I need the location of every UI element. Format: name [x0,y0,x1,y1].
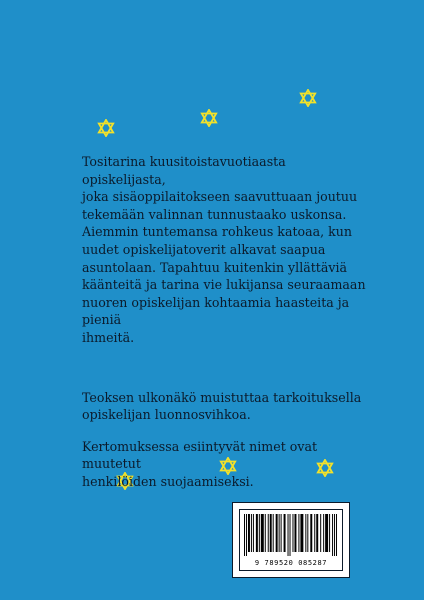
isbn-barcode-box [232,502,350,578]
blurb-paragraph-story: Tositarina kuusitoistavuotiaasta opiskelijasta, joka sisäoppilaitokseen saavuttuaan joutuu tekemään valinnan tunnustaako uskonsa. Aiemmin tuntemansa rohkeus katoaa, kun uudet opiskelijatoverit alkavat saapua asuntolaan. Tapahtuu kuitenkin yllättäviä käänteitä ja tarina vie lukijansa seuraamaan nuoren opiskelijan kohtaamia haasteita ja pieniä ihmeitä. [82,154,366,345]
back-cover-blurb [82,153,372,491]
star-of-david-icon [97,119,115,137]
blurb-paragraph-appearance: Teoksen ulkonäkö muistuttaa tarkoituksella opiskelijan luonnosvihkoa. [82,389,362,423]
barcode-bars [244,514,338,556]
star-of-david-icon [299,89,317,107]
blurb-paragraph-names-note: Kertomuksessa esiintyvät nimet ovat muutetut henkilöiden suojaamiseksi. [82,438,318,489]
star-of-david-icon [200,109,218,127]
isbn-digits: 9 789520 085287 [254,559,328,567]
isbn-barcode-frame [239,509,343,571]
